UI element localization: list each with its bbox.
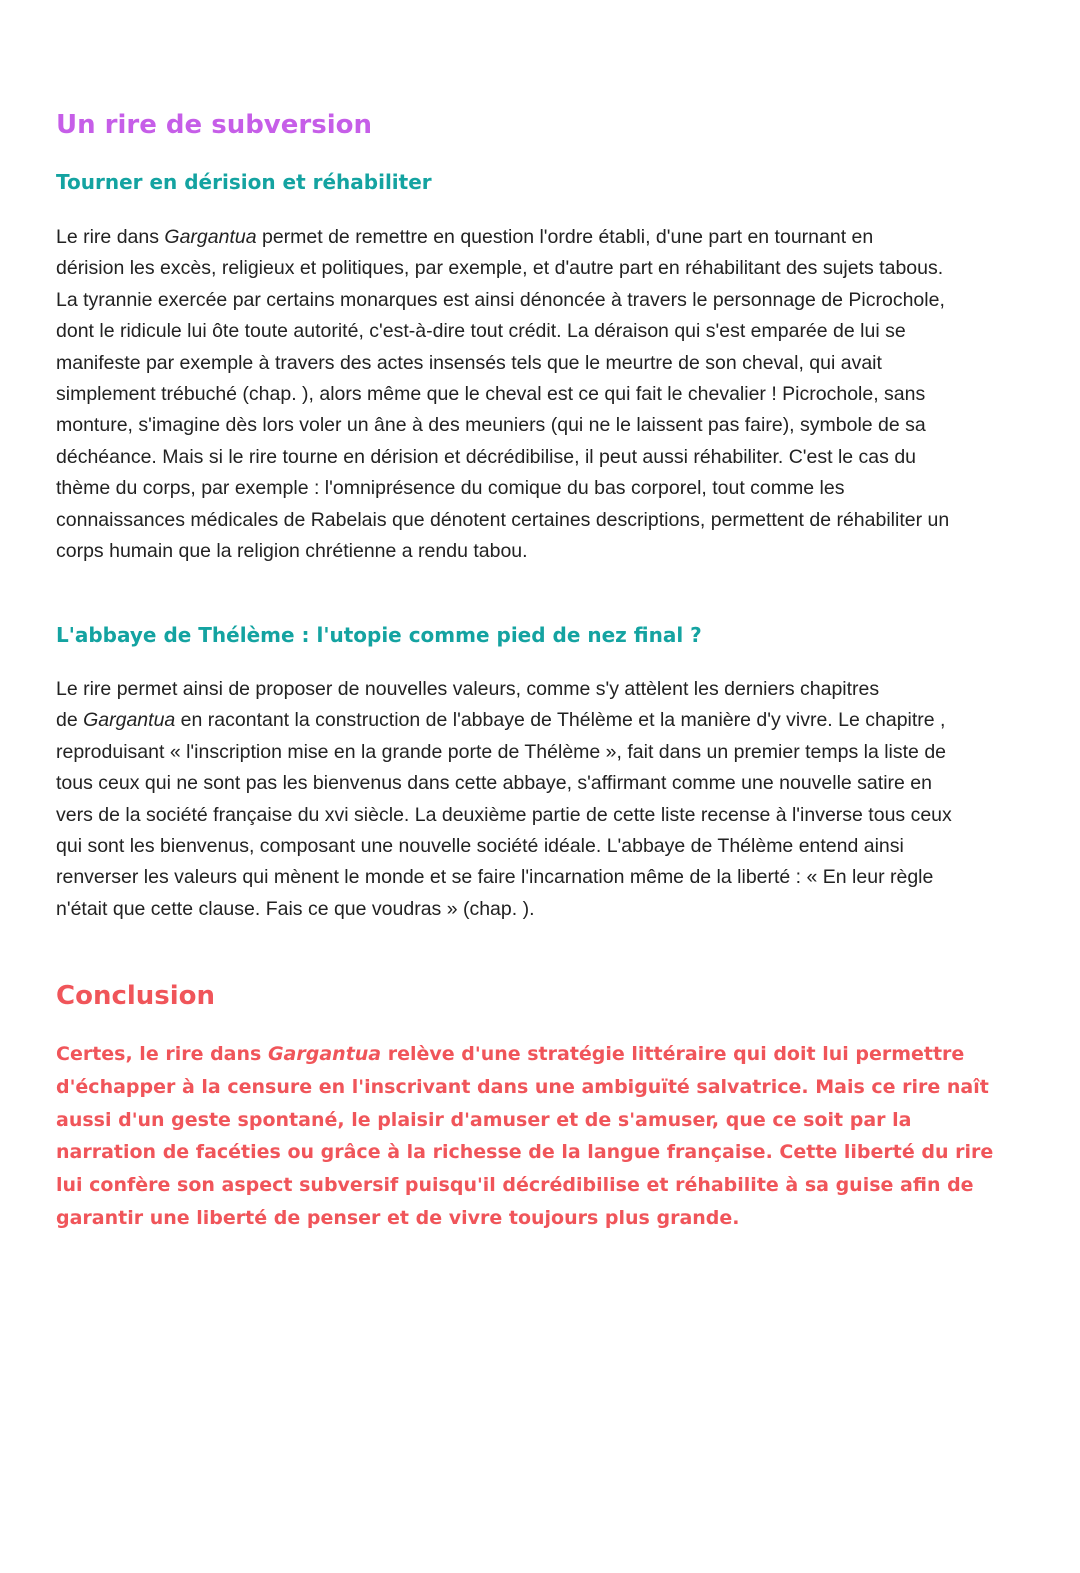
- book-title: Gargantua: [83, 709, 176, 732]
- text-line: thème du corps, par exemple : l'omniprésence du comique du bas corporel, tout comme les: [56, 477, 845, 500]
- text-line: Le rire dans Gargantua permet de remettre en question l'ordre établi, d'une part en tournant en: [56, 226, 874, 248]
- text-line: garantir une liberté de penser et de vivre toujours plus grande.: [56, 1206, 740, 1229]
- text-line: Le rire permet ainsi de proposer de nouvelles valeurs, comme s'y attèlent les derniers chapitres: [56, 678, 880, 700]
- section-heading: Un rire de subversion: [56, 110, 372, 140]
- text-line: reproduisant « l'inscription mise en la grande porte de Thélème », fait dans un premier temps la liste de: [56, 740, 947, 763]
- text-line: d'échapper à la censure en l'inscrivant dans une ambiguïté salvatrice. Mais ce rire naît: [56, 1075, 989, 1098]
- text-line: tous ceux qui ne sont pas les bienvenus dans cette abbaye, s'affirmant comme une nouvelle satire en: [56, 772, 932, 795]
- text-line: Certes, le rire dans Gargantua relève d'une stratégie littéraire qui doit lui permettre: [56, 1043, 965, 1065]
- text-line: simplement trébuché (chap. ), alors même que le cheval est ce qui fait le chevalier ! Picrochole, sans: [56, 383, 926, 406]
- text-line: connaissances médicales de Rabelais que dénotent certaines descriptions, permettent de réhabiliter un: [56, 508, 950, 531]
- text-line: aussi d'un geste spontané, le plaisir d'amuser et de s'amuser, que ce soit par la: [56, 1108, 912, 1131]
- text-line: de Gargantua en racontant la construction de l'abbaye de Thélème et la manière d'y vivre. Le chapitre ,: [56, 709, 946, 732]
- text-line: dont le ridicule lui ôte toute autorité, c'est-à-dire tout crédit. La déraison qui s'est emparée de lui se: [56, 320, 906, 343]
- text-line: dérision les excès, religieux et politiques, par exemple, et d'autre part en réhabilitant des sujets tabous.: [56, 257, 944, 280]
- text-line: lui confère son aspect subversif puisqu'il décrédibilise et réhabilite à sa guise afin de: [56, 1174, 974, 1197]
- text-line: manifeste par exemple à travers des actes insensés tels que le meurtre de son cheval, qui avait: [56, 351, 882, 374]
- paragraph-derision: [56, 222, 1036, 567]
- book-title: Gargantua: [164, 226, 257, 248]
- text-line: corps humain que la religion chrétienne a rendu tabou.: [56, 540, 528, 563]
- text-line: La tyrannie exercée par certains monarques est ainsi dénoncée à travers le personnage de Picrochole,: [56, 288, 945, 311]
- conclusion-paragraph: [56, 1038, 1036, 1235]
- book-title: Gargantua: [267, 1043, 382, 1065]
- subheading-derision: Tourner en dérision et réhabiliter: [56, 170, 432, 194]
- paragraph-theleme: [56, 674, 1036, 925]
- text-line: narration de facéties ou grâce à la richesse de la langue française. Cette liberté du rire: [56, 1141, 994, 1164]
- text-line: renverser les valeurs qui mènent le monde et se faire l'incarnation même de la liberté : « En leur règle: [56, 866, 934, 889]
- conclusion-heading: Conclusion: [56, 981, 216, 1011]
- text-line: monture, s'imagine dès lors voler un âne à des meuniers (qui ne le laissent pas faire), symbole de sa: [56, 414, 926, 437]
- text-line: qui sont les bienvenus, composant une nouvelle société idéale. L'abbaye de Thélème entend ainsi: [56, 835, 904, 858]
- text-line: vers de la société française du xvi siècle. La deuxième partie de cette liste recense à l'inverse tous ceux: [56, 803, 952, 826]
- text-line: n'était que cette clause. Fais ce que voudras » (chap. ).: [56, 897, 535, 920]
- text-line: déchéance. Mais si le rire tourne en dérision et décrédibilise, il peut aussi réhabiliter. C'est le cas du: [56, 445, 917, 468]
- subheading-theleme: L'abbaye de Thélème : l'utopie comme pied de nez final ?: [56, 623, 702, 647]
